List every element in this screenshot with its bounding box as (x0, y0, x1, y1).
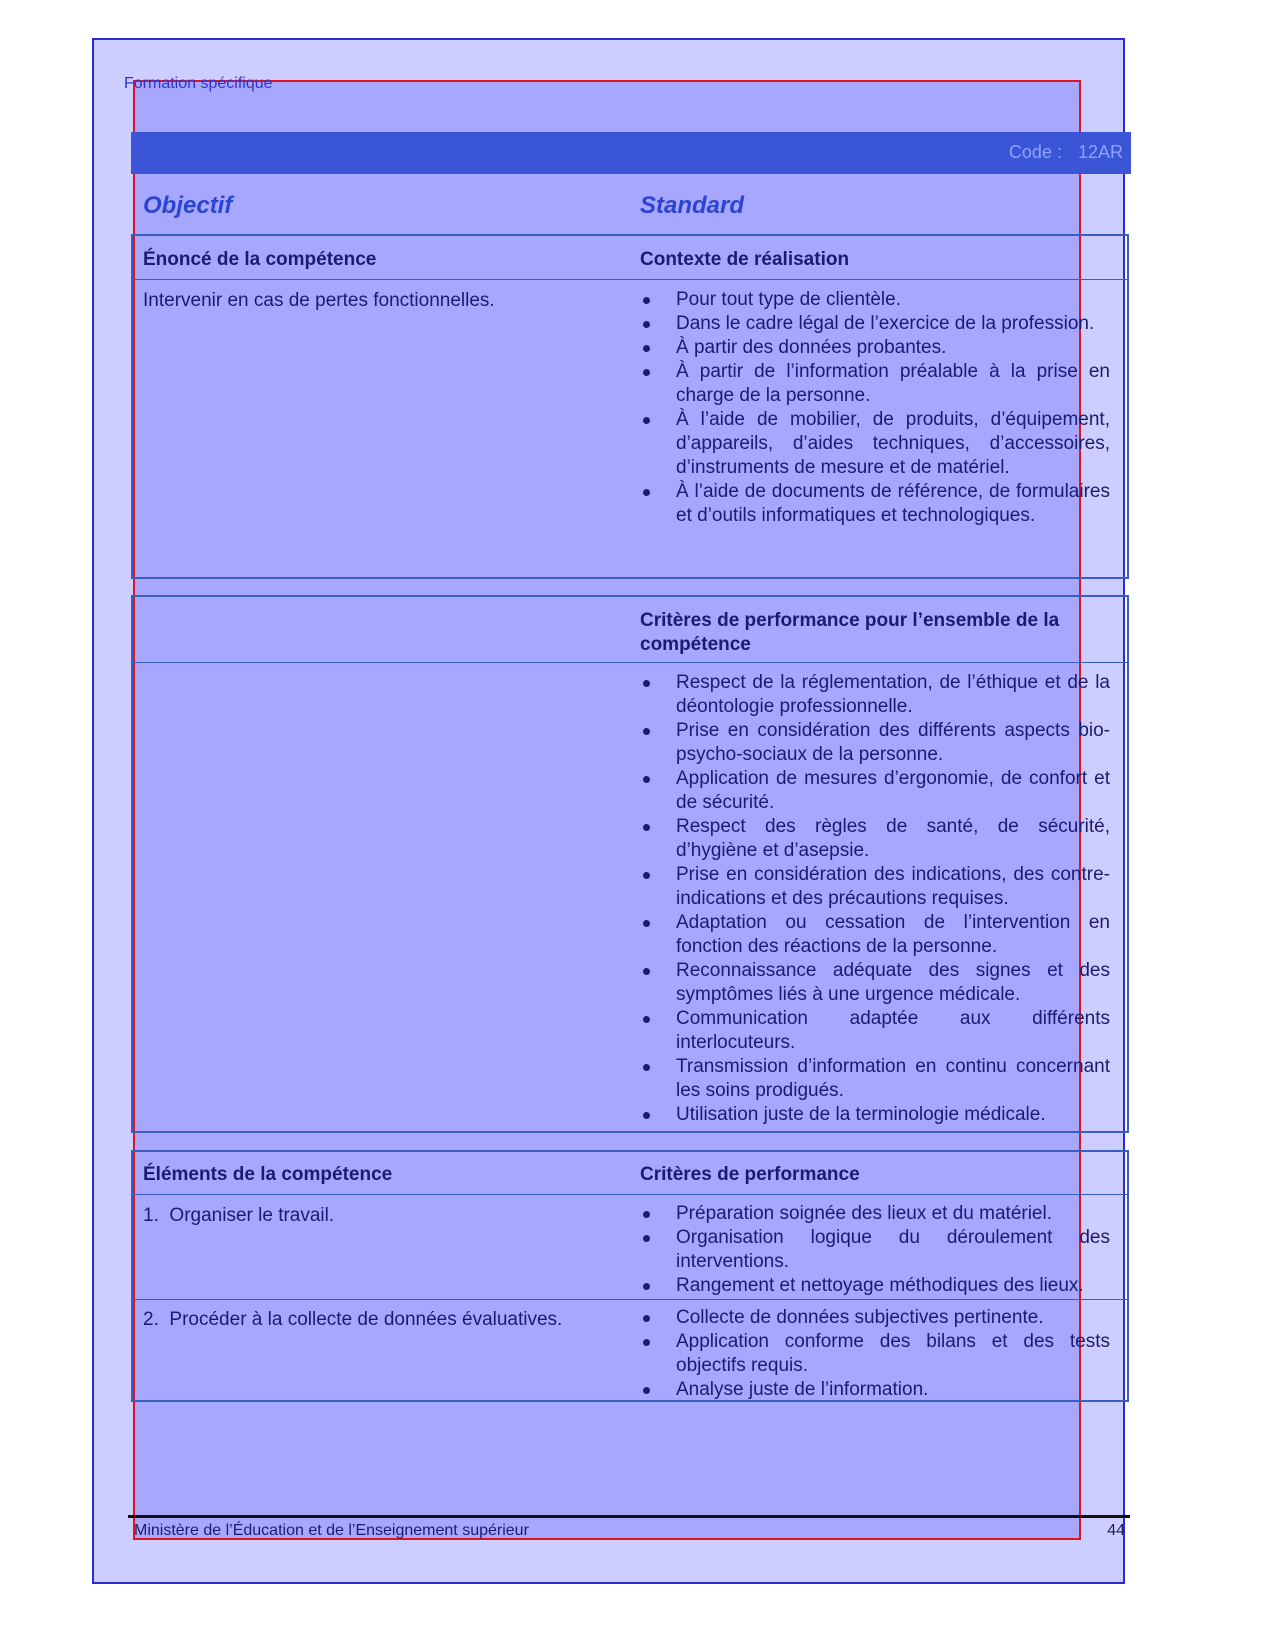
bullet-icon (643, 1064, 650, 1071)
element-row-2 (133, 1299, 1127, 1400)
bullet-icon (643, 1339, 650, 1346)
footer-publisher: Ministère de l’Éducation et de l’Enseignement supérieur (134, 1522, 529, 1539)
competence-statement-block (131, 234, 1129, 579)
running-header: Formation spécifique (124, 75, 273, 92)
list-item: À l’aide de mobilier, de produits, d’équipement, d’appareils, d’aides techniques, d’accessoires, d’instruments de mesure et de matériel. (640, 408, 1110, 480)
list-item: Rangement et nettoyage méthodiques des lieux. (640, 1274, 1110, 1298)
element-criteria-list (640, 1306, 1110, 1402)
list-item: À partir de l’information préalable à la prise en charge de la personne. (640, 360, 1110, 408)
element-label: 2. Procéder à la collecte de données évaluatives. (143, 1309, 563, 1330)
list-item: Prise en considération des différents aspects bio-psycho-sociaux de la personne. (640, 719, 1110, 767)
bullet-icon (643, 1315, 650, 1322)
footer-rule (128, 1515, 1130, 1518)
list-item: Respect de la réglementation, de l’éthique et de la déontologie professionnelle. (640, 671, 1110, 719)
list-item: Préparation soignée des lieux et du matériel. (640, 1202, 1110, 1226)
bullet-icon (643, 872, 650, 879)
code-label-text: Code : (1008, 142, 1062, 162)
context-list (640, 288, 1110, 528)
list-item: Application de mesures d’ergonomie, de confort et de sécurité. (640, 767, 1110, 815)
block2-header-row (133, 597, 1127, 663)
list-item: Communication adaptée aux différents interlocuteurs. (640, 1007, 1110, 1055)
bullet-icon (643, 1387, 650, 1394)
bullet-icon (643, 489, 650, 496)
block3-header-row (133, 1152, 1127, 1195)
competence-statement: Intervenir en cas de pertes fonctionnelles. (143, 290, 495, 311)
column-heading-objectif: Objectif (143, 192, 233, 219)
list-item: À partir des données probantes. (640, 336, 1110, 360)
list-item: Organisation logique du déroulement des interventions. (640, 1226, 1110, 1274)
bullet-icon (643, 321, 650, 328)
statement-heading: Énoncé de la compétence (143, 249, 377, 270)
elements-block (131, 1150, 1129, 1402)
bullet-icon (643, 1235, 650, 1242)
list-item: Prise en considération des indications, des contre-indications et des précautions requises. (640, 863, 1110, 911)
block1-body-row (133, 280, 1127, 577)
bullet-icon (643, 345, 650, 352)
list-item: Adaptation ou cessation de l’intervention en fonction des réactions de la personne. (640, 911, 1110, 959)
bullet-icon (643, 680, 650, 687)
list-item: À l’aide de documents de référence, de formulaires et d’outils informatiques et technologiques. (640, 480, 1110, 528)
list-item: Respect des règles de santé, de sécurité, d’hygiène et d’asepsie. (640, 815, 1110, 863)
elements-heading: Éléments de la compétence (143, 1164, 393, 1185)
block2-body-row (133, 663, 1127, 1131)
bullet-icon (643, 776, 650, 783)
list-item: Reconnaissance adéquate des signes et des symptômes liés à une urgence médicale. (640, 959, 1110, 1007)
bullet-icon (643, 417, 650, 424)
list-item: Dans le cadre légal de l’exercice de la profession. (640, 312, 1110, 336)
list-item: Utilisation juste de la terminologie médicale. (640, 1103, 1110, 1127)
element-row-1 (133, 1195, 1127, 1299)
page-number: 44 (1107, 1522, 1125, 1539)
list-item: Pour tout type de clientèle. (640, 288, 1110, 312)
list-item: Transmission d’information en continu concernant les soins prodigués. (640, 1055, 1110, 1103)
code-label (1009, 142, 1123, 163)
context-heading: Contexte de réalisation (640, 249, 850, 270)
overall-criteria-list (640, 671, 1110, 1127)
list-item: Analyse juste de l’information. (640, 1378, 1110, 1402)
bullet-icon (643, 920, 650, 927)
code-band (131, 132, 1131, 174)
element-criteria-list (640, 1202, 1110, 1298)
bullet-icon (643, 968, 650, 975)
list-item: Collecte de données subjectives pertinente. (640, 1306, 1110, 1330)
code-value: 12AR (1077, 142, 1123, 162)
block1-header-row (133, 236, 1127, 280)
overall-criteria-heading: Critères de performance pour l’ensemble de la compétence (640, 610, 1060, 655)
performance-criteria-heading: Critères de performance (640, 1164, 860, 1185)
element-label: 1. Organiser le travail. (143, 1205, 335, 1226)
bullet-icon (643, 1211, 650, 1218)
bullet-icon (643, 824, 650, 831)
bullet-icon (643, 369, 650, 376)
bullet-icon (643, 1112, 650, 1119)
bullet-icon (643, 1016, 650, 1023)
list-item: Application conforme des bilans et des tests objectifs requis. (640, 1330, 1110, 1378)
bullet-icon (643, 728, 650, 735)
overall-criteria-block (131, 595, 1129, 1133)
bullet-icon (643, 297, 650, 304)
bullet-icon (643, 1283, 650, 1290)
column-heading-standard: Standard (640, 192, 745, 219)
